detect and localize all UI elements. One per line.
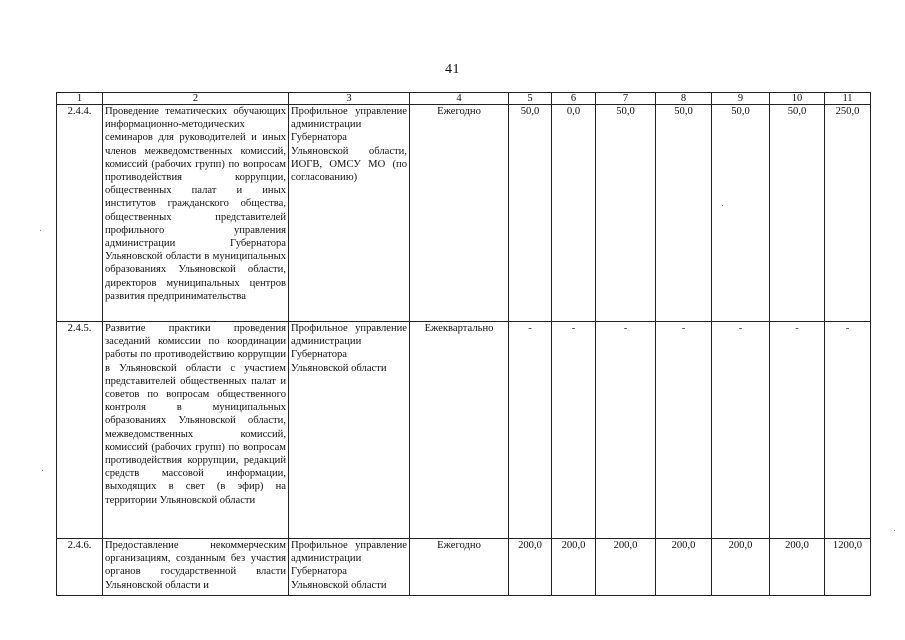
item-value: 200,0 (552, 539, 596, 596)
item-executor: Профильное управление администрации Губернатора Ульяновской области (289, 322, 410, 539)
scan-speck (40, 230, 41, 231)
scan-speck (42, 470, 43, 471)
item-value: 200,0 (596, 539, 656, 596)
item-number: 2.4.4. (57, 105, 103, 322)
column-number: 3 (289, 93, 410, 105)
column-number-row (57, 93, 871, 105)
column-number: 9 (712, 93, 770, 105)
item-value: 50,0 (509, 105, 552, 322)
column-number: 5 (509, 93, 552, 105)
column-number: 1 (57, 93, 103, 105)
column-number: 7 (596, 93, 656, 105)
item-number: 2.4.6. (57, 539, 103, 596)
item-value: - (656, 322, 712, 539)
item-value: 0,0 (552, 105, 596, 322)
item-value: 50,0 (770, 105, 825, 322)
item-period: Ежегодно (410, 105, 509, 322)
table-row (57, 322, 871, 539)
column-number: 8 (656, 93, 712, 105)
item-value: 200,0 (656, 539, 712, 596)
table-row (57, 539, 871, 596)
item-value: 200,0 (712, 539, 770, 596)
item-total: 250,0 (825, 105, 871, 322)
item-value: - (552, 322, 596, 539)
item-description: Развитие практики проведения заседаний комиссии по координации работы по противодействию коррупции в Ульяновской области с участием представителей общественных палат и советов по вопросам общественного контроля в муниципальных образованиях Ульяновской области, межведомственных комиссий, комиссий (рабочих групп) по вопросам противодействия коррупции, редакций средств массовой информации, выходящих в свет (в эфир) на территории Ульяновской области (103, 322, 289, 539)
item-value: - (712, 322, 770, 539)
column-number: 10 (770, 93, 825, 105)
item-total: 1200,0 (825, 539, 871, 596)
scan-speck (722, 205, 723, 206)
item-value: - (770, 322, 825, 539)
item-value: 50,0 (712, 105, 770, 322)
item-period: Ежегодно (410, 539, 509, 596)
page-number: 41 (445, 62, 460, 77)
item-executor: Профильное управление администрации Губернатора Ульяновской области, ИОГВ, ОМСУ МО (по согласованию) (289, 105, 410, 322)
column-number: 2 (103, 93, 289, 105)
item-value: 200,0 (770, 539, 825, 596)
column-number: 4 (410, 93, 509, 105)
scan-speck (894, 530, 895, 531)
item-value: - (596, 322, 656, 539)
item-value: 50,0 (596, 105, 656, 322)
table-row (57, 105, 871, 322)
column-number: 6 (552, 93, 596, 105)
column-number: 11 (825, 93, 871, 105)
item-value: 200,0 (509, 539, 552, 596)
item-number: 2.4.5. (57, 322, 103, 539)
item-description: Проведение тематических обучающих информационно-методических семинаров для руководителей и иных членов межведомственных комиссий, комиссий (рабочих групп) по вопросам противодействия коррупции, общественных палат и иных институтов гражданского общества, общественных представителей профильного управления администрации Губернатора Ульяновской области в муниципальных образованиях Ульяновской области, директоров муниципальных центров развития предпринимательства (103, 105, 289, 322)
item-period: Ежеквартально (410, 322, 509, 539)
item-executor: Профильное управление администрации Губернатора Ульяновской области (289, 539, 410, 596)
item-value: - (509, 322, 552, 539)
program-table (56, 92, 871, 596)
item-value: 50,0 (656, 105, 712, 322)
item-total: - (825, 322, 871, 539)
item-description: Предоставление некоммерческим организациям, созданным без участия органов государственной власти Ульяновской области и (103, 539, 289, 596)
